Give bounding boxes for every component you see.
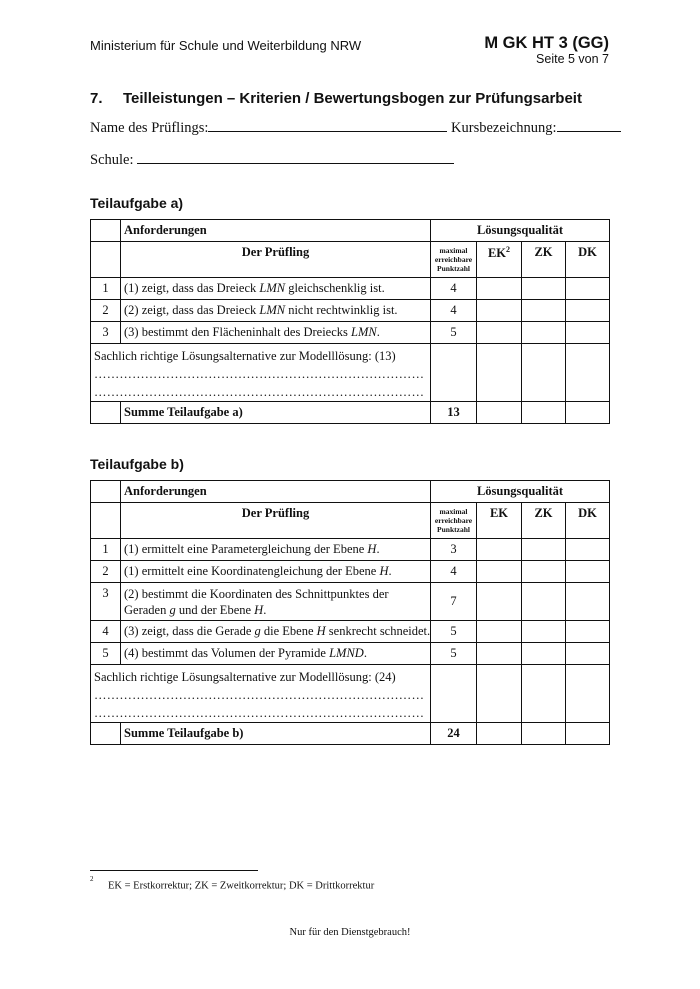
school-field[interactable] xyxy=(137,150,454,164)
dk-cell[interactable] xyxy=(566,561,610,583)
dk-cell[interactable] xyxy=(566,723,610,745)
part-b-table xyxy=(90,480,610,745)
requirements-header: Anforderungen xyxy=(121,481,431,503)
requirement-text: (3) bestimmt den Flächeninhalt des Dreiecks LMN. xyxy=(121,322,431,344)
max-points: 5 xyxy=(431,621,477,643)
requirement-line: (2) bestimmt die Koordinaten des Schnittpunktes der xyxy=(124,586,389,601)
dk-cell[interactable] xyxy=(566,539,610,561)
ek-cell[interactable] xyxy=(477,344,522,402)
max-points xyxy=(431,344,477,402)
empty-cell xyxy=(91,481,121,503)
sum-points: 13 xyxy=(431,402,477,424)
zk-cell[interactable] xyxy=(522,561,566,583)
sum-row xyxy=(91,723,610,745)
sum-points: 24 xyxy=(431,723,477,745)
ministry-name: Ministerium für Schule und Weiterbildung NRW xyxy=(90,38,362,53)
sum-label: Summe Teilaufgabe a) xyxy=(121,402,431,424)
page-footer: Nur für den Dienstgebrauch! xyxy=(289,927,411,938)
max-points-line: maximal xyxy=(439,507,468,516)
table-row xyxy=(91,643,610,665)
dk-cell[interactable] xyxy=(566,278,610,300)
alternative-label: Sachlich richtige Lösungsalternative zur Modelllösung: (24) xyxy=(94,670,396,684)
zk-cell[interactable] xyxy=(522,539,566,561)
ek-header xyxy=(477,242,522,278)
dk-cell[interactable] xyxy=(566,344,610,402)
row-number: 3 xyxy=(91,583,121,621)
school-line xyxy=(90,150,454,169)
empty-cell xyxy=(91,503,121,539)
dk-cell[interactable] xyxy=(566,402,610,424)
dotted-line: …………………………………………………………………… xyxy=(94,367,425,381)
ek-cell[interactable] xyxy=(477,402,522,424)
part-a-title: Teilaufgabe a) xyxy=(90,195,184,211)
part-b-title: Teilaufgabe b) xyxy=(90,456,184,472)
zk-cell[interactable] xyxy=(522,583,566,621)
footnote-divider xyxy=(90,870,258,871)
empty-cell xyxy=(91,242,121,278)
max-points-header xyxy=(431,242,477,278)
dk-cell[interactable] xyxy=(566,583,610,621)
quality-header: Lösungsqualität xyxy=(431,220,610,242)
dotted-line: …………………………………………………………………… xyxy=(94,706,425,720)
ek-cell[interactable] xyxy=(477,539,522,561)
document-code: M GK HT 3 (GG) xyxy=(484,34,609,52)
alternative-label: Sachlich richtige Lösungsalternative zur Modelllösung: (13) xyxy=(94,349,396,363)
row-number: 2 xyxy=(91,300,121,322)
school-label: Schule: xyxy=(90,152,134,168)
name-label: Name des Prüflings: xyxy=(90,120,209,136)
table-row xyxy=(91,561,610,583)
requirement-text: (1) zeigt, dass das Dreieck LMN gleichschenklig ist. xyxy=(121,278,431,300)
zk-cell[interactable] xyxy=(522,278,566,300)
dk-cell[interactable] xyxy=(566,300,610,322)
ek-cell[interactable] xyxy=(477,621,522,643)
dk-cell[interactable] xyxy=(566,665,610,723)
max-points-line: Punktzahl xyxy=(437,264,470,273)
requirement-line: Geraden g und der Ebene H. xyxy=(124,602,267,617)
ek-label: EK xyxy=(487,246,507,261)
requirement-text: (3) zeigt, dass die Gerade g die Ebene H senkrecht schneidet. xyxy=(121,621,431,643)
alternative-text xyxy=(91,344,431,402)
candidate-header: Der Prüfling xyxy=(121,503,431,539)
footnote-text: EK = Erstkorrektur; ZK = Zweitkorrektur; DK = Drittkorrektur xyxy=(108,880,375,892)
zk-cell[interactable] xyxy=(522,344,566,402)
max-points-line: erreichbare xyxy=(434,255,473,264)
zk-cell[interactable] xyxy=(522,402,566,424)
empty-cell xyxy=(91,402,121,424)
section-title xyxy=(90,90,582,107)
course-label: Kursbezeichnung: xyxy=(451,120,557,136)
zk-cell[interactable] xyxy=(522,643,566,665)
max-points: 5 xyxy=(431,643,477,665)
candidate-header: Der Prüfling xyxy=(121,242,431,278)
sum-label: Summe Teilaufgabe b) xyxy=(121,723,431,745)
max-points: 7 xyxy=(431,583,477,621)
empty-cell xyxy=(91,220,121,242)
max-points: 3 xyxy=(431,539,477,561)
row-number: 5 xyxy=(91,643,121,665)
max-points: 4 xyxy=(431,561,477,583)
ek-cell[interactable] xyxy=(477,322,522,344)
table-row xyxy=(91,583,610,621)
table-row xyxy=(91,322,610,344)
footnote-mark: 2 xyxy=(90,875,94,883)
alternative-row xyxy=(91,344,610,402)
max-points xyxy=(431,665,477,723)
ek-cell[interactable] xyxy=(477,300,522,322)
max-points-line: Punktzahl xyxy=(437,525,470,534)
ek-cell[interactable] xyxy=(477,643,522,665)
requirement-text: (1) ermittelt eine Parametergleichung der Ebene H. xyxy=(121,539,431,561)
ek-cell[interactable] xyxy=(477,561,522,583)
name-line xyxy=(90,118,621,137)
dotted-line: …………………………………………………………………… xyxy=(94,688,425,702)
row-number: 1 xyxy=(91,278,121,300)
part-a-table xyxy=(90,219,610,424)
ek-cell[interactable] xyxy=(477,723,522,745)
requirement-text xyxy=(121,583,431,621)
dk-cell[interactable] xyxy=(566,621,610,643)
max-points: 5 xyxy=(431,322,477,344)
alternative-row xyxy=(91,665,610,723)
dotted-line: …………………………………………………………………… xyxy=(94,385,425,399)
course-field[interactable] xyxy=(557,118,621,132)
dk-header: DK xyxy=(566,242,610,278)
row-number: 4 xyxy=(91,621,121,643)
zk-cell[interactable] xyxy=(522,621,566,643)
table-row xyxy=(91,300,610,322)
max-points: 4 xyxy=(431,278,477,300)
row-number: 1 xyxy=(91,539,121,561)
requirement-text: (4) bestimmt das Volumen der Pyramide LMND. xyxy=(121,643,431,665)
page-number: Seite 5 von 7 xyxy=(536,52,609,66)
table-row xyxy=(91,539,610,561)
zk-header: ZK xyxy=(522,503,566,539)
requirements-header: Anforderungen xyxy=(121,220,431,242)
footnote xyxy=(90,875,375,892)
ek-cell[interactable] xyxy=(477,278,522,300)
zk-cell[interactable] xyxy=(522,723,566,745)
max-points-line: maximal xyxy=(439,246,468,255)
table-row xyxy=(91,278,610,300)
alternative-text xyxy=(91,665,431,723)
max-points-line: erreichbare xyxy=(434,516,473,525)
requirement-text: (1) ermittelt eine Koordinatengleichung der Ebene H. xyxy=(121,561,431,583)
dk-cell[interactable] xyxy=(566,643,610,665)
zk-header: ZK xyxy=(522,242,566,278)
zk-cell[interactable] xyxy=(522,300,566,322)
name-field[interactable] xyxy=(208,118,447,132)
footnote-ref: 2 xyxy=(506,245,511,254)
zk-cell[interactable] xyxy=(522,322,566,344)
max-points: 4 xyxy=(431,300,477,322)
section-number: 7. xyxy=(90,90,103,107)
row-number: 3 xyxy=(91,322,121,344)
ek-cell[interactable] xyxy=(477,665,522,723)
max-points-header xyxy=(431,503,477,539)
dk-cell[interactable] xyxy=(566,322,610,344)
dk-header: DK xyxy=(566,503,610,539)
quality-header: Lösungsqualität xyxy=(431,481,610,503)
section-title-text: Teilleistungen – Kriterien / Bewertungsbogen zur Prüfungsarbeit xyxy=(123,90,582,107)
ek-header: EK xyxy=(477,503,522,539)
requirement-text: (2) zeigt, dass das Dreieck LMN nicht rechtwinklig ist. xyxy=(121,300,431,322)
zk-cell[interactable] xyxy=(522,665,566,723)
empty-cell xyxy=(91,723,121,745)
ek-cell[interactable] xyxy=(477,583,522,621)
sum-row xyxy=(91,402,610,424)
row-number: 2 xyxy=(91,561,121,583)
table-row xyxy=(91,621,610,643)
